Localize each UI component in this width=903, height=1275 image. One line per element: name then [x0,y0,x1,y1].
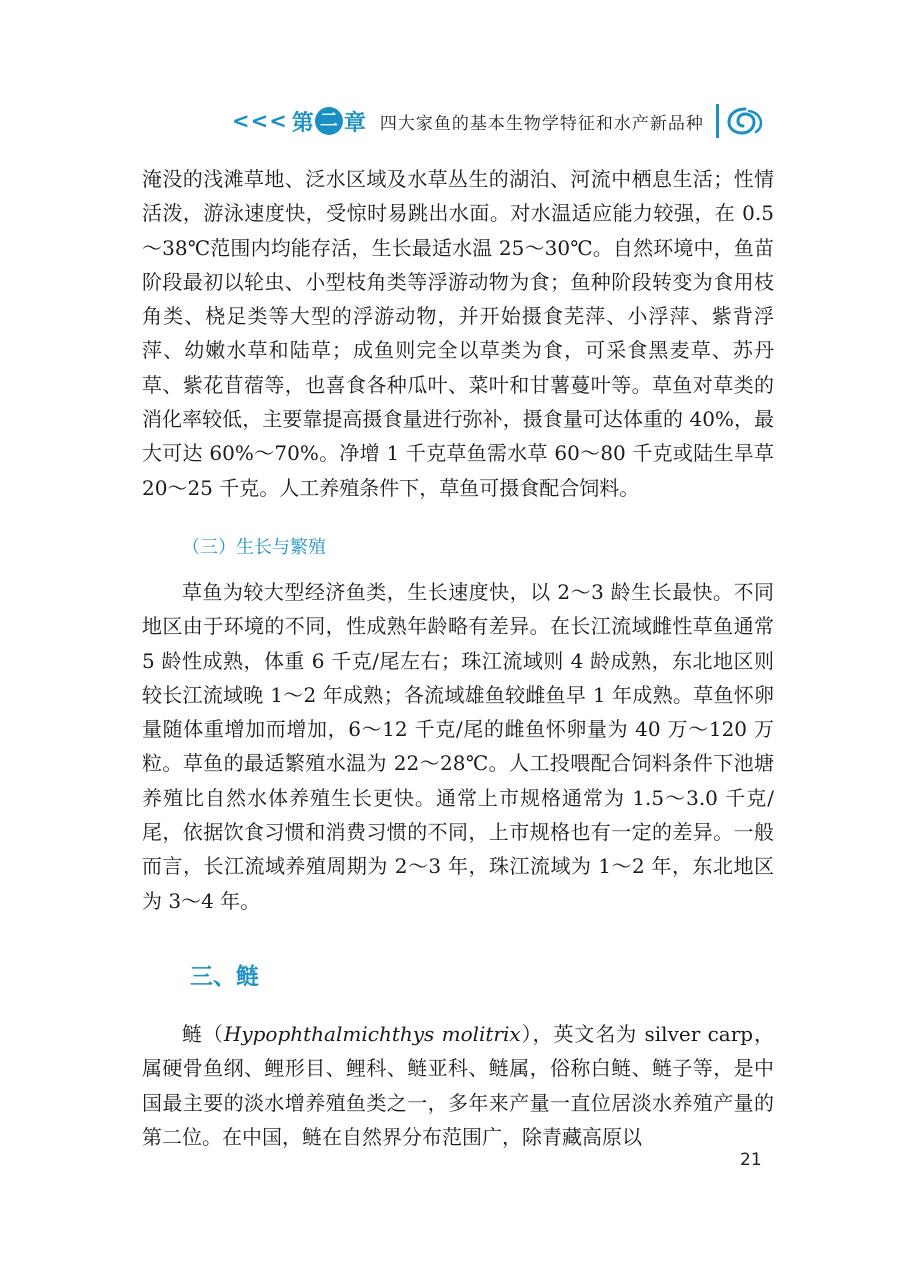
page-body [142,162,774,1154]
text-span: ），英文名为 silver carp，属硬骨鱼纲、鲤形目、鲤科、鲢亚科、鲢属，俗称白鲢、鲢子等，是中国最主要的淡水增养殖鱼类之一，多年来产量一直位居淡水养殖产量的第二位。在中国，鲢在自然界分布范围广，除青藏高原以 [142,1021,774,1149]
running-header [232,104,765,138]
chapter-badge [292,106,366,137]
chapter-number: 二 [315,107,343,135]
chapter-suffix: 章 [343,109,366,136]
chapter-title: 四大家鱼的基本生物学特征和水产新品种 [379,113,704,134]
subsection-heading: （三）生长与繁殖 [182,536,326,558]
spiral-wave-icon [725,105,765,137]
paragraph-habitat: 淹没的浅滩草地、泛水区域及水草丛生的湖泊、河流中栖息生活；性情活泼，游泳速度快，受惊时易跳出水面。对水温适应能力较强，在 0.5～38℃范围内均能存活，生长最适水温 25～30℃。自然环境中，鱼苗阶段最初以轮虫、小型枝角类等浮游动物为食；鱼种阶段转变为食用枝角类、桡足类等大型的浮游动物，并开始摄食芜萍、小浮萍、紫背浮萍、幼嫩水草和陆草；成鱼则完全以草类为食，可采食黑麦草、苏丹草、紫花苜蓿等，也喜食各种瓜叶、菜叶和甘薯蔓叶等。草鱼对草类的消化率较低，主要靠提高摄食量进行弥补，摄食量可达体重的 40%，最大可达 60%～70%。净增 1 千克草鱼需水草 60～80 千克或陆生旱草 20～25 千克。人工养殖条件下，草鱼可摄食配合饲料。 [142,167,774,500]
paragraph-growth: 草鱼为较大型经济鱼类，生长速度快，以 2～3 龄生长最快。不同地区由于环境的不同，性成熟年龄略有差异。在长江流域雌性草鱼通常 5 龄性成熟，体重 6 千克/尾左右；珠江流域则 4 龄成熟，东北地区则较长江流域晚 1～2 年成熟；各流域雄鱼较雌鱼早 1 年成熟。草鱼怀卵量随体重增加而增加，6～12 千克/尾的雌鱼怀卵量为 40 万～120 万粒。草鱼的最适繁殖水温为 22～28℃。人工投喂配合饲料条件下池塘养殖比自然水体养殖生长更快。通常上市规格通常为 1.5～3.0 千克/尾，依据饮食习惯和消费习惯的不同，上市规格也有一定的差异。一般而言，长江流域养殖周期为 2～3 年，珠江流域为 1～2 年，东北地区为 3～4 年。 [142,579,774,913]
chapter-prefix: 第 [291,109,314,136]
paragraph-silver-carp [142,1017,774,1154]
chevrons-icon: <<< [232,109,288,133]
text-span: 鲢（ [182,1021,224,1046]
section-heading: 三、鲢 [190,963,259,990]
page-number: 21 [740,1150,762,1170]
header-divider [716,104,719,138]
latin-name: Hypophthalmichthys molitrix [223,1021,521,1046]
